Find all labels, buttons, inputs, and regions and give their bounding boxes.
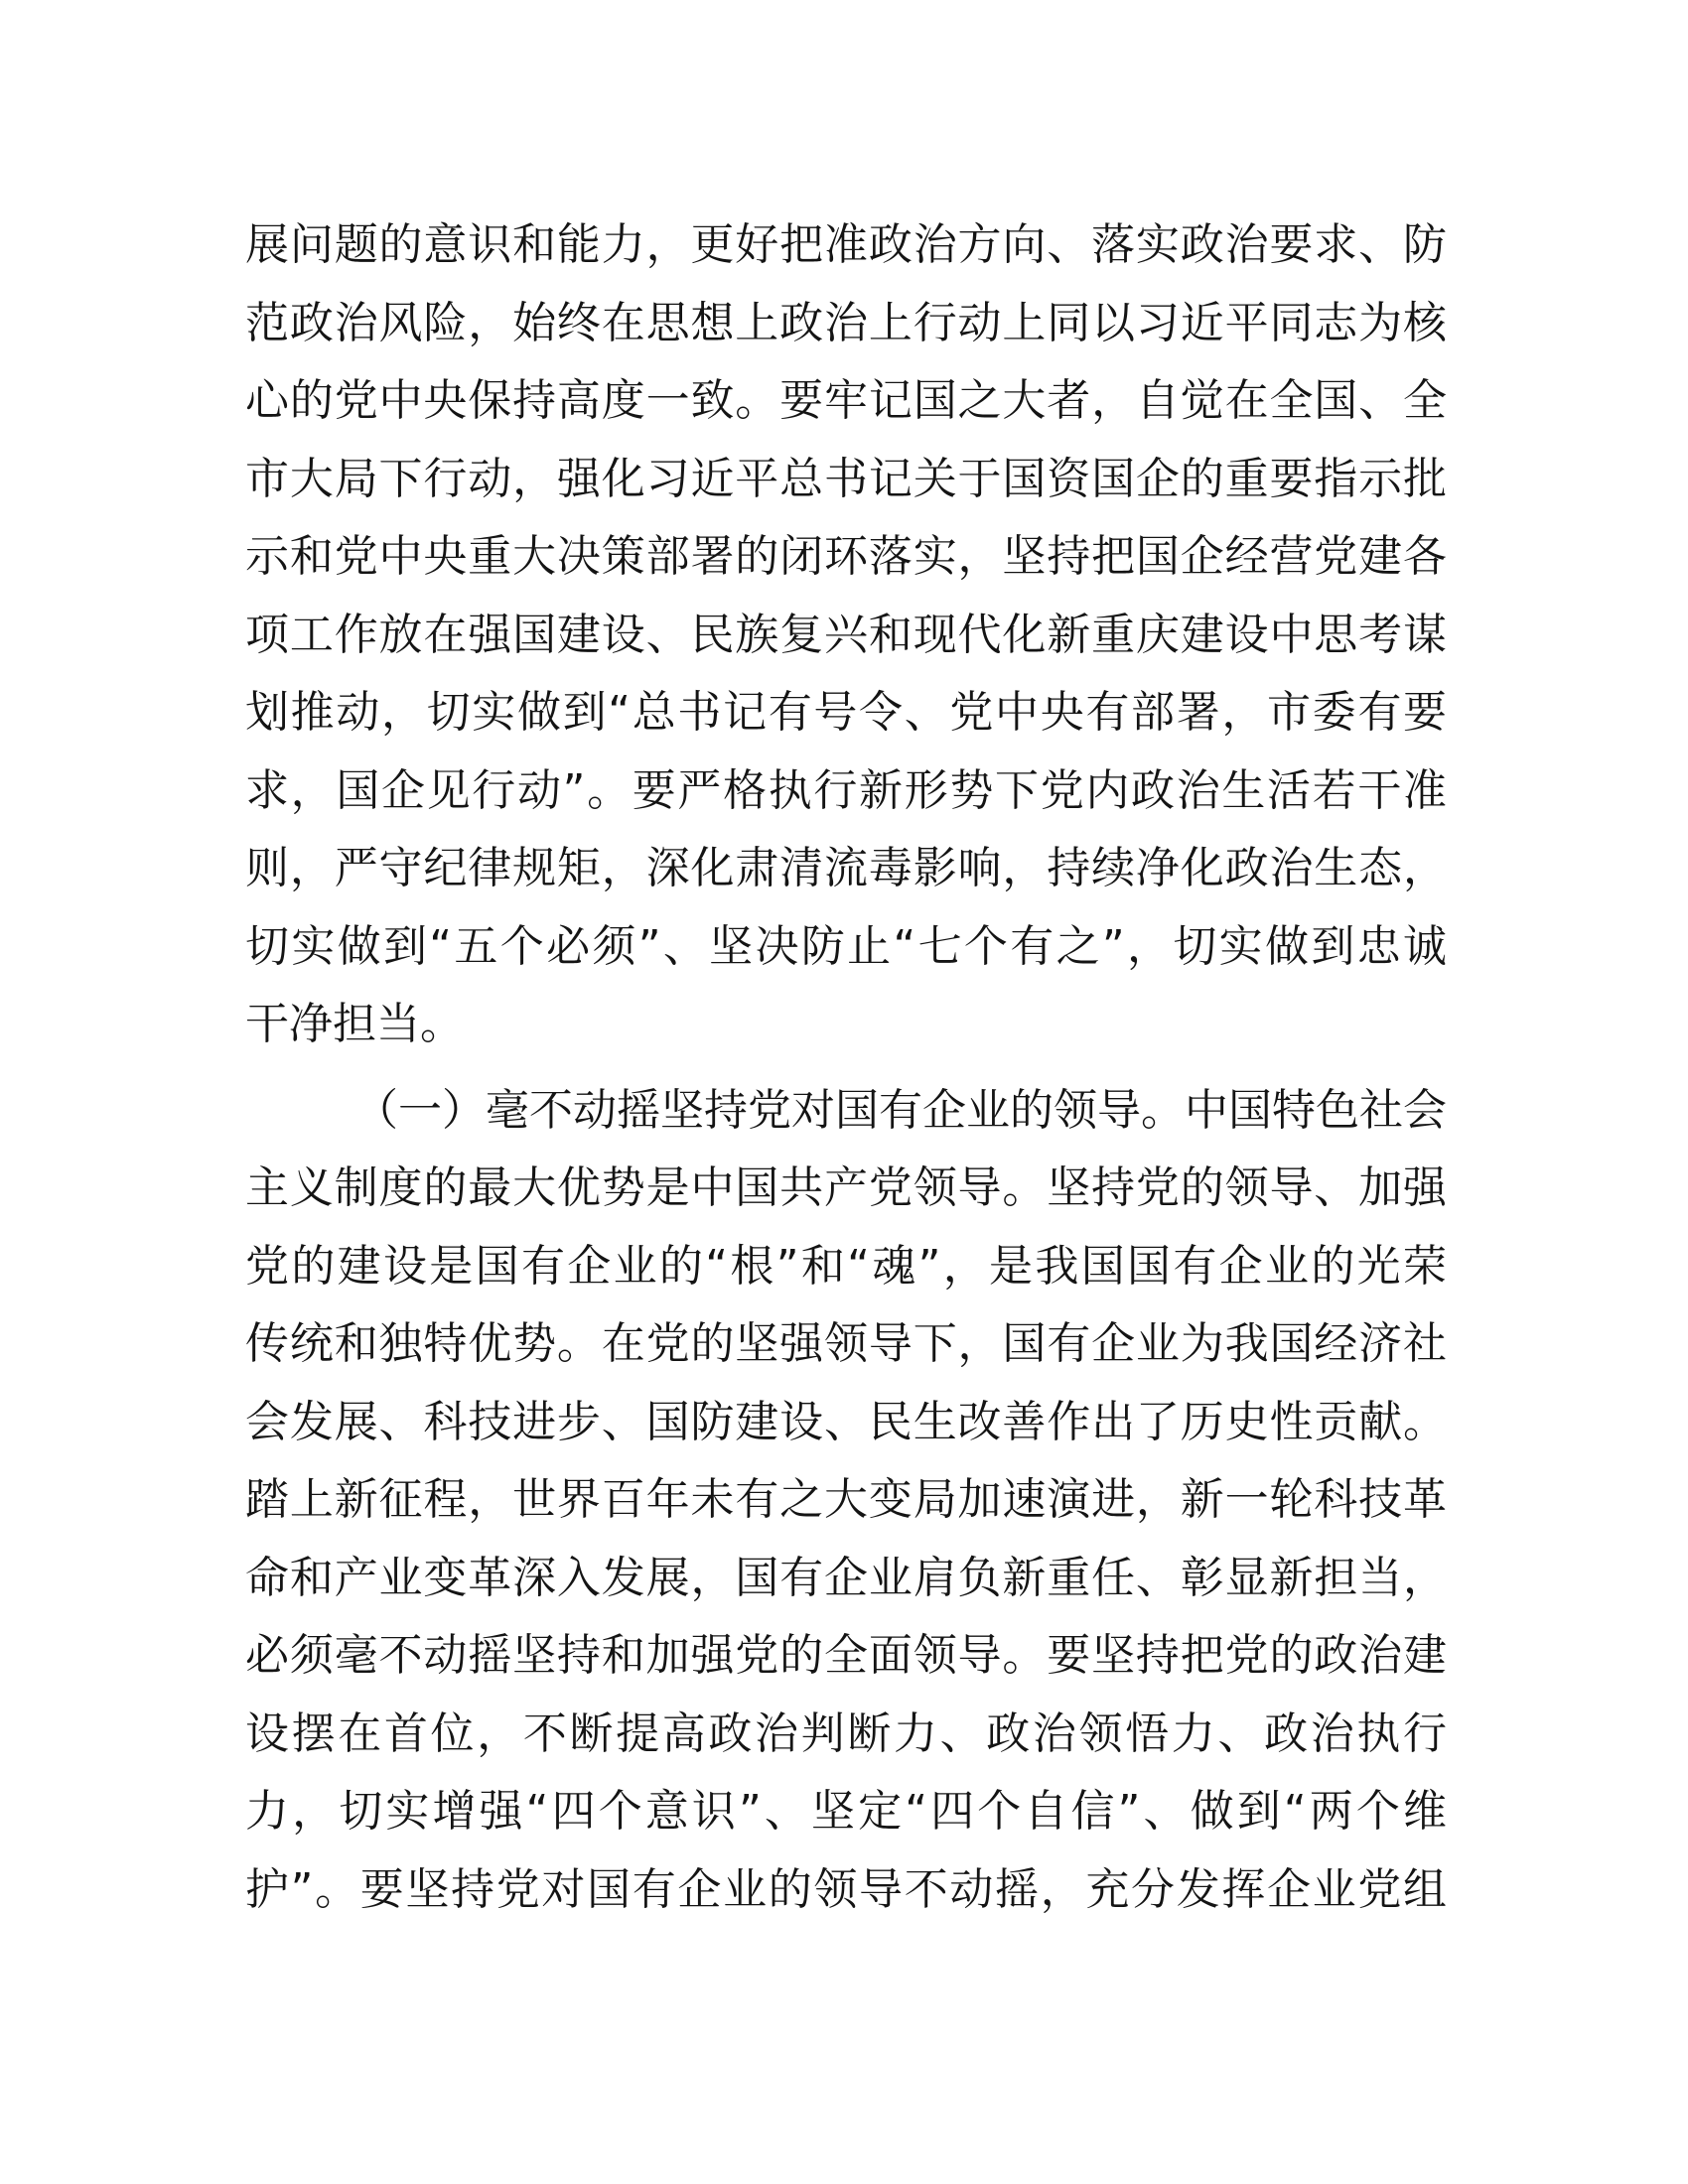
text-line: 必须毫不动摇坚持和加强党的全面领导。要坚持把党的政治建 [245,1630,1447,1681]
text-line: 党的建设是国有企业的“根”和“魂”，是我国国有企业的光荣 [245,1240,1447,1292]
text-line-indented: （一）毫不动摇坚持党对国有企业的领导。中国特色社会 [354,1084,1447,1136]
text-line: 心的党中央保持高度一致。要牢记国之大者，自觉在全国、全 [245,375,1447,426]
text-line: 会发展、科技进步、国防建设、民生改善作出了历史性贡献。 [245,1396,1447,1447]
text-line: 展问题的意识和能力，更好把准政治方向、落实政治要求、防 [245,219,1447,270]
paragraph-spacer [245,1064,1447,1072]
text-line: 主义制度的最大优势是中国共产党领导。坚持党的领导、加强 [245,1162,1447,1213]
text-line: 划推动，切实做到“总书记有号令、党中央有部署，市委有要 [245,687,1447,738]
text-line: 则，严守纪律规矩，深化肃清流毒影响，持续净化政治生态， [245,843,1447,893]
text-line: 干净担当。 [245,999,464,1049]
text-line: 市大局下行动，强化习近平总书记关于国资国企的重要指示批 [245,453,1447,504]
text-line: 护”。要坚持党对国有企业的领导不动摇，充分发挥企业党组 [245,1863,1447,1915]
text-line: 切实做到“五个必须”、坚决防止“七个有之”，切实做到忠诚 [245,920,1447,972]
text-line: 力，切实增强“四个意识”、坚定“四个自信”、做到“两个维 [245,1786,1447,1837]
paragraph-2 [245,1072,1447,1930]
text-line: 传统和独特优势。在党的坚强领导下，国有企业为我国经济社 [245,1318,1447,1369]
document-body [245,206,1447,1929]
text-line: 命和产业变革深入发展，国有企业肩负新重任、彰显新担当， [245,1552,1447,1603]
text-line: 范政治风险，始终在思想上政治上行动上同以习近平同志为核 [245,297,1447,348]
text-line: 踏上新征程，世界百年未有之大变局加速演进，新一轮科技革 [245,1474,1447,1525]
paragraph-1 [245,206,1447,1064]
text-line: 示和党中央重大决策部署的闭环落实，坚持把国企经营党建各 [245,531,1447,582]
text-line: 求，国企见行动”。要严格执行新形势下党内政治生活若干准 [245,764,1447,816]
text-line: 设摆在首位，不断提高政治判断力、政治领悟力、政治执行 [245,1707,1447,1759]
text-line: 项工作放在强国建设、民族复兴和现代化新重庆建设中思考谋 [245,609,1447,660]
